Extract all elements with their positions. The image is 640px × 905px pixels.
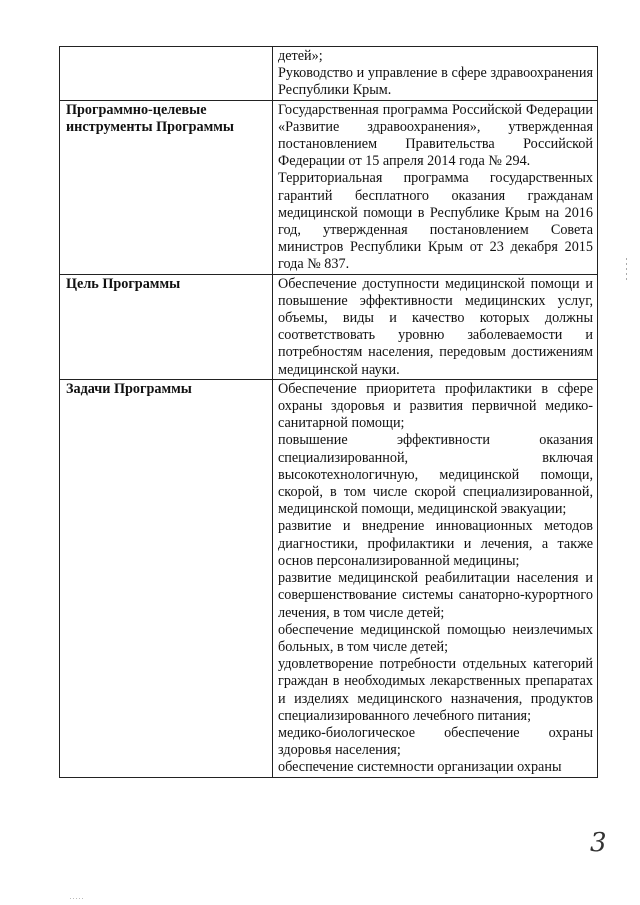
table-row xyxy=(60,274,598,379)
row-label xyxy=(60,47,273,101)
paragraph: Обеспечение приоритета профилактики в сфере охраны здоровья и развития первичной медико-санитарной помощи; xyxy=(278,380,593,432)
program-passport-table xyxy=(59,46,598,778)
paragraph: повышение эффективности оказания специализированной, включая высокотехнологичную, медицинской помощи, скорой, в том числе скорой специализированной, медицинской помощи, медицинской эвакуации; xyxy=(278,432,593,518)
paragraph: развитие и внедрение инновационных методов диагностики, профилактики и лечения, а также основ персонализированной медицины; xyxy=(278,518,593,569)
paragraph: Государственная программа Российской Федерации «Развитие здравоохранения», утвержденная постановлением Правительства Российской Федерации от 15 апреля 2014 года № 294. xyxy=(278,101,593,170)
scan-artifact xyxy=(70,898,84,899)
paragraph: обеспечение медицинской помощью неизлечимых больных, в том числе детей; xyxy=(278,621,593,655)
row-content xyxy=(273,100,598,274)
table-row xyxy=(60,47,598,101)
paragraph: детей»; xyxy=(278,48,323,64)
paragraph: обеспечение системности организации охраны xyxy=(278,759,562,776)
paragraph: развитие медицинской реабилитации населения и совершенствование системы санаторно-курортного лечения, в том числе детей; xyxy=(278,570,593,621)
paragraph: Руководство и управление в сфере здравоохранения Республики Крым. xyxy=(278,65,593,99)
scan-margin-mark xyxy=(626,258,627,282)
page-number: 3 xyxy=(590,828,607,858)
row-label: Цель Программы xyxy=(60,274,273,379)
row-label: Задачи Программы xyxy=(60,379,273,777)
paragraph: удовлетворение потребности отдельных категорий граждан в необходимых лекарственных препаратах и изделиях медицинского назначения, продуктов специализированного лечебного питания; xyxy=(278,656,593,724)
row-content xyxy=(273,274,598,379)
row-content xyxy=(273,379,598,777)
paragraph: медико-биологическое обеспечение охраны здоровья населения; xyxy=(278,724,593,759)
table-row xyxy=(60,379,598,777)
table-row xyxy=(60,100,598,274)
row-content xyxy=(273,47,598,101)
paragraph: Обеспечение доступности медицинской помощи и повышение эффективности медицинских услуг, объемы, виды и качество которых должны соответствовать уровню заболеваемости и потребностям населения, передовым достижениям медицинской науки. xyxy=(278,275,593,378)
paragraph: Территориальная программа государственных гарантий бесплатного оказания гражданам медицинской помощи в Республике Крым на 2016 год, утвержденная постановлением Совета министров Республики Крым от 23 декабря 2015 года № 837. xyxy=(278,170,593,273)
row-label: Программно-целевые инструменты Программы xyxy=(60,100,273,274)
